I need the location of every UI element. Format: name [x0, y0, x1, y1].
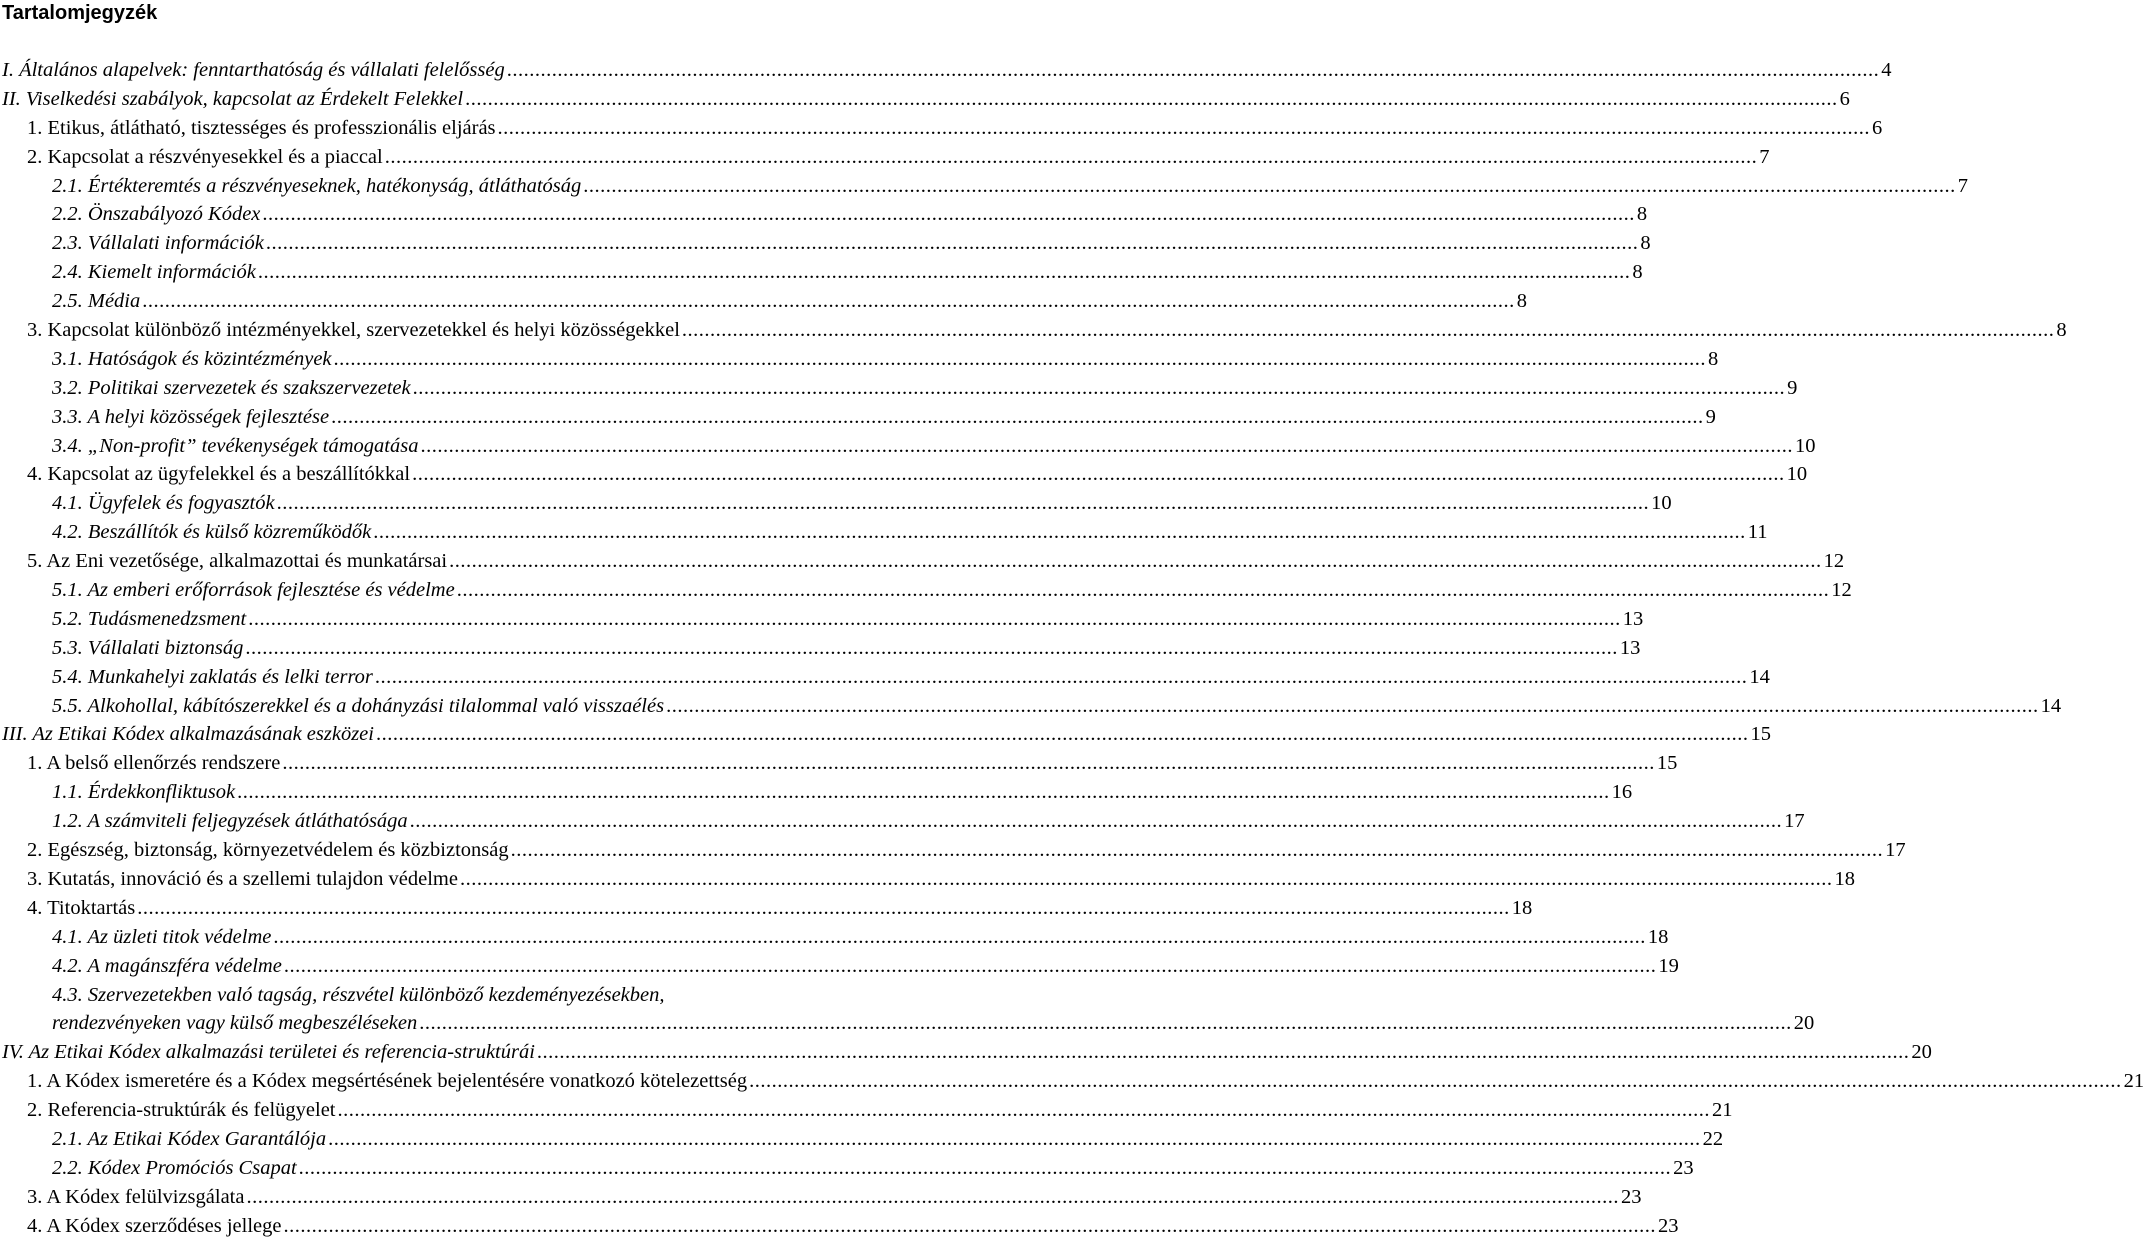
page-title: Tartalomjegyzék: [2, 2, 158, 24]
toc-entry-label: 3. Kapcsolat különböző intézményekkel, szervezetekkel és helyi közösségekkel: [27, 319, 680, 342]
toc-entry-label: 2. Referencia-struktúrák és felügyelet: [27, 1099, 336, 1122]
dot-leader: [282, 749, 1655, 778]
toc-entry[interactable]: [0, 345, 1719, 374]
toc-entry-label: 3. Kutatás, innováció és a szellemi tulajdon védelme: [27, 867, 458, 890]
toc-entry-label: 4. Titoktartás: [27, 896, 136, 919]
toc-entry[interactable]: [0, 374, 1798, 403]
toc-entry[interactable]: [0, 1067, 2144, 1096]
toc-page-number: 9: [1705, 405, 1716, 428]
toc-entry[interactable]: [0, 403, 1716, 432]
dot-leader: [412, 460, 1785, 489]
toc-page-number: 8: [2056, 319, 2067, 342]
toc-entry[interactable]: [0, 1038, 1932, 1067]
toc-page-number: 9: [1787, 376, 1798, 399]
toc-page-number: 8: [1640, 232, 1651, 255]
dot-leader: [137, 894, 1510, 923]
dot-leader: [749, 1067, 2122, 1096]
toc-page-number: 14: [1749, 665, 1770, 688]
dot-leader: [237, 778, 1610, 807]
toc-entry-label: 2.5. Média: [52, 290, 141, 313]
toc-entry[interactable]: [0, 56, 1892, 85]
toc-page-number: 15: [1656, 752, 1678, 775]
toc-entry[interactable]: [0, 143, 1770, 172]
dot-leader: [498, 114, 1871, 143]
toc-page-number: 16: [1611, 781, 1633, 804]
toc-entry[interactable]: [0, 923, 1669, 952]
toc-entry-label: 2.1. Értékteremtés a részvényeseknek, hatékonyság, átláthatóság: [52, 174, 582, 197]
toc-entry[interactable]: [0, 1154, 1694, 1183]
toc-page-number: 17: [1784, 810, 1805, 833]
toc-page-number: 10: [1786, 463, 1808, 486]
toc-entry-label: 5.5. Alkohollal, kábítószerekkel és a dohányzási tilalommal való visszaélés: [52, 694, 665, 717]
toc-entry-label: III. Az Etikai Kódex alkalmazásának eszközei: [2, 723, 374, 746]
toc-entry-label: 3.1. Hatóságok és közintézmények: [52, 347, 332, 370]
toc-entry-label: IV. Az Etikai Kódex alkalmazási területei és referencia-struktúrái: [2, 1041, 535, 1064]
dot-leader: [376, 720, 1749, 749]
toc-page-number: 6: [1839, 87, 1850, 110]
dot-leader: [245, 634, 1618, 663]
toc-page-number: 17: [1885, 839, 1906, 862]
toc-entry-label: 2.2. Önszabályozó Kódex: [52, 203, 261, 226]
dot-leader: [277, 489, 1650, 518]
toc-entry[interactable]: [0, 1125, 1724, 1154]
toc-entry[interactable]: [0, 836, 1906, 865]
dot-leader: [266, 229, 1639, 258]
dot-leader: [666, 692, 2039, 721]
toc-entry-label: 3.4. „Non-profit” tevékenységek támogatása: [52, 434, 419, 457]
dot-leader: [465, 85, 1838, 114]
toc-entry-label: 3.2. Politikai szervezetek és szakszervezetek: [52, 376, 411, 399]
toc-page-number: 8: [1636, 203, 1648, 226]
dot-leader: [460, 865, 1833, 894]
toc-page-number: 8: [1516, 290, 1527, 313]
toc-entry[interactable]: [0, 547, 1845, 576]
dot-leader: [385, 143, 1758, 172]
toc-entry-label: 2.2. Kódex Promóciós Csapat: [52, 1156, 297, 1179]
dot-leader: [331, 403, 1704, 432]
toc-entry[interactable]: [0, 489, 1672, 518]
toc-entry-label: 3. A Kódex felülvizsgálata: [27, 1185, 245, 1208]
toc-page-number: 18: [1511, 896, 1533, 919]
dot-leader: [273, 923, 1646, 952]
toc-page-number: 23: [1673, 1156, 1694, 1179]
toc-page-number: 11: [1747, 521, 1768, 544]
dot-leader: [457, 576, 1830, 605]
toc-page-number: 20: [1793, 1012, 1815, 1035]
dot-leader: [248, 605, 1621, 634]
toc-entry[interactable]: [0, 287, 1527, 316]
toc-page-number: 8: [1708, 347, 1719, 370]
toc-page-number: 10: [1651, 492, 1672, 515]
toc-entry-label: 5.2. Tudásmenedzsment: [52, 607, 247, 630]
toc-entry[interactable]: [0, 605, 1644, 634]
toc-entry[interactable]: [0, 229, 1651, 258]
toc-entry[interactable]: [0, 172, 1968, 201]
toc-entry[interactable]: [0, 200, 1648, 229]
toc-page-number: 10: [1794, 434, 1816, 457]
toc-entry[interactable]: [0, 663, 1770, 692]
dot-leader: [413, 374, 1786, 403]
toc-entry[interactable]: [0, 1096, 1733, 1125]
dot-leader: [328, 1125, 1701, 1154]
toc-page-number: 12: [1831, 579, 1852, 602]
toc-page-number: 20: [1911, 1041, 1932, 1064]
toc-page-number: 18: [1834, 867, 1855, 890]
toc-entry-label: 1. A belső ellenőrzés rendszere: [27, 752, 281, 775]
toc-entry-label: 4.1. Ügyfelek és fogyasztók: [52, 492, 275, 515]
dot-leader: [334, 345, 1707, 374]
dot-leader: [338, 1096, 1711, 1125]
toc-entry-label: 1. Etikus, átlátható, tisztességes és professzionális eljárás: [27, 116, 496, 139]
toc-entry[interactable]: [0, 634, 1641, 663]
dot-leader: [511, 836, 1884, 865]
toc-page-number: 8: [1632, 261, 1643, 284]
toc-entry-label: 1. A Kódex ismeretére és a Kódex megsértésének bejelentésére vonatkozó kötelezettség: [27, 1070, 748, 1093]
dot-leader: [284, 952, 1657, 981]
toc-entry-label: 1.2. A számviteli feljegyzések átláthatósága: [52, 810, 408, 833]
toc-entry[interactable]: [0, 1212, 1679, 1241]
toc-entry[interactable]: [0, 778, 1633, 807]
dot-leader: [373, 518, 1746, 547]
toc-page-number: 13: [1619, 636, 1641, 659]
toc-entry[interactable]: [0, 720, 1771, 749]
toc-entry[interactable]: [0, 1183, 1642, 1212]
toc-entry[interactable]: [0, 460, 1808, 489]
toc-page-number: 21: [1712, 1099, 1733, 1122]
toc-entry-label: 5. Az Eni vezetősége, alkalmazottai és munkatársai: [27, 550, 448, 573]
dot-leader: [410, 807, 1783, 836]
toc-entry-label: 4.1. Az üzleti titok védelme: [52, 925, 272, 948]
toc-entry[interactable]: [0, 807, 1805, 836]
toc-entry-label: 2.4. Kiemelt információk: [52, 261, 256, 284]
toc-page-number: 7: [1759, 145, 1770, 168]
toc-entry[interactable]: [0, 692, 2062, 721]
toc-page-number: 6: [1872, 116, 1883, 139]
dot-leader: [537, 1038, 1910, 1067]
dot-leader: [258, 258, 1631, 287]
toc-entry-label: 2.3. Vállalati információk: [52, 232, 264, 255]
toc-entry-label: 5.4. Munkahelyi zaklatás és lelki terror: [52, 665, 373, 688]
toc-entry[interactable]: [0, 258, 1643, 287]
dot-leader: [142, 287, 1515, 316]
dot-leader: [375, 663, 1748, 692]
toc-entry-label: 4.2. Beszállítók és külső közreműködők: [52, 521, 372, 544]
toc-entry[interactable]: [0, 432, 1816, 461]
toc-entry-label: 5.1. Az emberi erőforrások fejlesztése és védelme: [52, 579, 455, 602]
toc-entry-label: 2. Kapcsolat a részvényesekkel és a piaccal: [27, 145, 383, 168]
toc-page-number: 23: [1657, 1214, 1679, 1237]
toc-entry[interactable]: [0, 316, 2067, 345]
toc-entry-label: 1.1. Érdekkonfliktusok: [52, 781, 236, 804]
toc-entry[interactable]: [0, 576, 1852, 605]
toc-page-number: 22: [1702, 1127, 1724, 1150]
toc-entry[interactable]: [0, 518, 1768, 547]
toc-page-number: 21: [2123, 1070, 2144, 1093]
toc-page-number: 14: [2040, 694, 2062, 717]
dot-leader: [583, 172, 1956, 201]
toc-entry[interactable]: [0, 749, 1678, 778]
toc-page-number: 4: [1881, 59, 1892, 81]
toc-entry[interactable]: [0, 894, 1533, 923]
toc-entry-label: 3.3. A helyi közösségek fejlesztése: [52, 405, 330, 428]
toc-page-number: 15: [1750, 723, 1771, 746]
toc-entry-label: 2. Egészség, biztonság, környezetvédelem és közbiztonság: [27, 839, 509, 862]
toc-page-number: 18: [1647, 925, 1669, 948]
toc-entry-label: 4. Kapcsolat az ügyfelekkel és a beszállítókkal: [27, 463, 411, 486]
dot-leader: [507, 56, 1880, 85]
toc-entry-label: II. Viselkedési szabályok, kapcsolat az Érdekelt Felekkel: [2, 87, 464, 110]
toc-entry[interactable]: [0, 114, 1883, 143]
toc-entry-label: 2.1. Az Etikai Kódex Garantálója: [52, 1127, 327, 1150]
toc-entry[interactable]: [0, 1009, 1815, 1038]
toc-entry[interactable]: [0, 85, 1850, 114]
toc-entry-label: 5.3. Vállalati biztonság: [52, 636, 244, 659]
dot-leader: [299, 1154, 1672, 1183]
toc-page-number: 7: [1957, 174, 1968, 197]
toc-entry-label: 4.2. A magánszféra védelme: [52, 954, 282, 977]
toc-entry-label: 4.3. Szervezetekben való tagság, részvétel különböző kezdeményezésekben,: [52, 983, 665, 1006]
toc-entry-label: I. Általános alapelvek: fenntarthatóság és vállalati felelősség: [2, 59, 505, 81]
dot-leader: [420, 432, 1793, 461]
toc-entry-label: 4. A Kódex szerződéses jellege: [27, 1214, 282, 1237]
dot-leader: [682, 316, 2055, 345]
toc-page-number: 19: [1658, 954, 1679, 977]
dot-leader: [262, 200, 1635, 229]
toc-entry[interactable]: [0, 981, 960, 1010]
dot-leader: [246, 1183, 1619, 1212]
dot-leader: [449, 547, 1822, 576]
toc-entry-label: rendezvényeken vagy külső megbeszéléseken: [52, 1012, 418, 1035]
toc-entry[interactable]: [0, 952, 1679, 981]
dot-leader: [419, 1009, 1792, 1038]
toc-entry[interactable]: [0, 865, 1855, 894]
toc-page-number: 12: [1823, 550, 1845, 573]
toc-page-number: 23: [1620, 1185, 1642, 1208]
toc-page-number: 13: [1622, 607, 1644, 630]
dot-leader: [283, 1212, 1656, 1241]
table-of-contents: [0, 56, 2144, 1241]
